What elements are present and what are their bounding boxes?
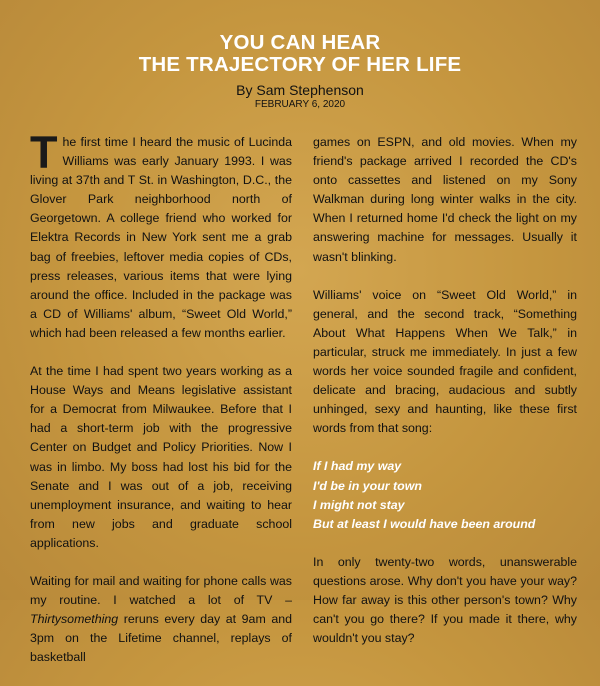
- paragraph-2: At the time I had spent two years working as a House Ways and Means legislative assistant for a Democrat from Milwaukee. Before that I had a short-term job with the progressive Center on Budget and Policy Priorities. Now I was in limbo. My boss had lost his bid for the Senate and I was out of a job, receiving unemployment insurance, and waiting to hear from new jobs and graduate school applications.: [30, 364, 292, 550]
- right-column: [313, 133, 577, 667]
- lyric-line: I'd be in your town: [313, 478, 422, 493]
- paragraph-3-end: reruns every day at 9am and 3pm on the Lifetime channel, replays of basketball: [30, 612, 292, 665]
- article-title: [0, 32, 600, 76]
- paragraph-1: [30, 127, 292, 343]
- title-line-2: THE TRAJECTORY OF HER LIFE: [138, 53, 462, 76]
- lyric-line: I might not stay: [313, 497, 405, 512]
- song-lyrics: [313, 457, 577, 533]
- publish-date: FEBRUARY 6, 2020: [254, 99, 346, 110]
- paragraph-4: games on ESPN, and old movies. When my friend's package arrived I recorded the CD's onto cassettes and listened on my Sony Walkman during long winter walks in the city. When I returned home I'd check the light on my answering machine for messages. Usually it wasn't blinking.: [313, 135, 577, 264]
- byline: By Sam Stephenson: [236, 82, 364, 98]
- show-title: Thirtysomething: [30, 612, 119, 627]
- paragraph-6: In only twenty-two words, unanswerable questions arose. Why don't you have your way? How far away is this other person's town? Why can't you go there? If you made it there, why wouldn't you stay?: [313, 554, 577, 646]
- paragraph-3: [30, 572, 292, 667]
- drop-cap: T: [30, 127, 58, 178]
- paragraph-3-start: Waiting for mail and waiting for phone calls was my routine. I watched a lot of TV –: [30, 573, 292, 608]
- title-line-1: YOU CAN HEAR: [219, 31, 381, 54]
- lyric-line: If I had my way: [313, 459, 402, 474]
- lyric-line: But at least I would have been around: [313, 516, 536, 531]
- paragraph-1-text: he first time I heard the music of Lucinda Williams was early January 1993. I was living at 37th and T St. in Washington, D.C., the Glover Park neighborhood north of Georgetown. A college friend who worked for Elektra Records in New York sent me a grab bag of freebies, leftover media copies of CDs, press releases, various items that were lying around the office. Included in the package was a CD of Williams' album, “Sweet Old World,” which had been released a few months earlier.: [30, 135, 292, 340]
- left-column: [30, 127, 292, 686]
- paragraph-5: Williams' voice on “Sweet Old World,” in general, and the second track, “Something About What Happens When We Talk,” in particular, struck me immediately. In just a few words her voice sounded fragile and confident, delicate and bracing, audacious and subtly unhinged, sexy and haunting, like these first words from that song:: [313, 287, 577, 436]
